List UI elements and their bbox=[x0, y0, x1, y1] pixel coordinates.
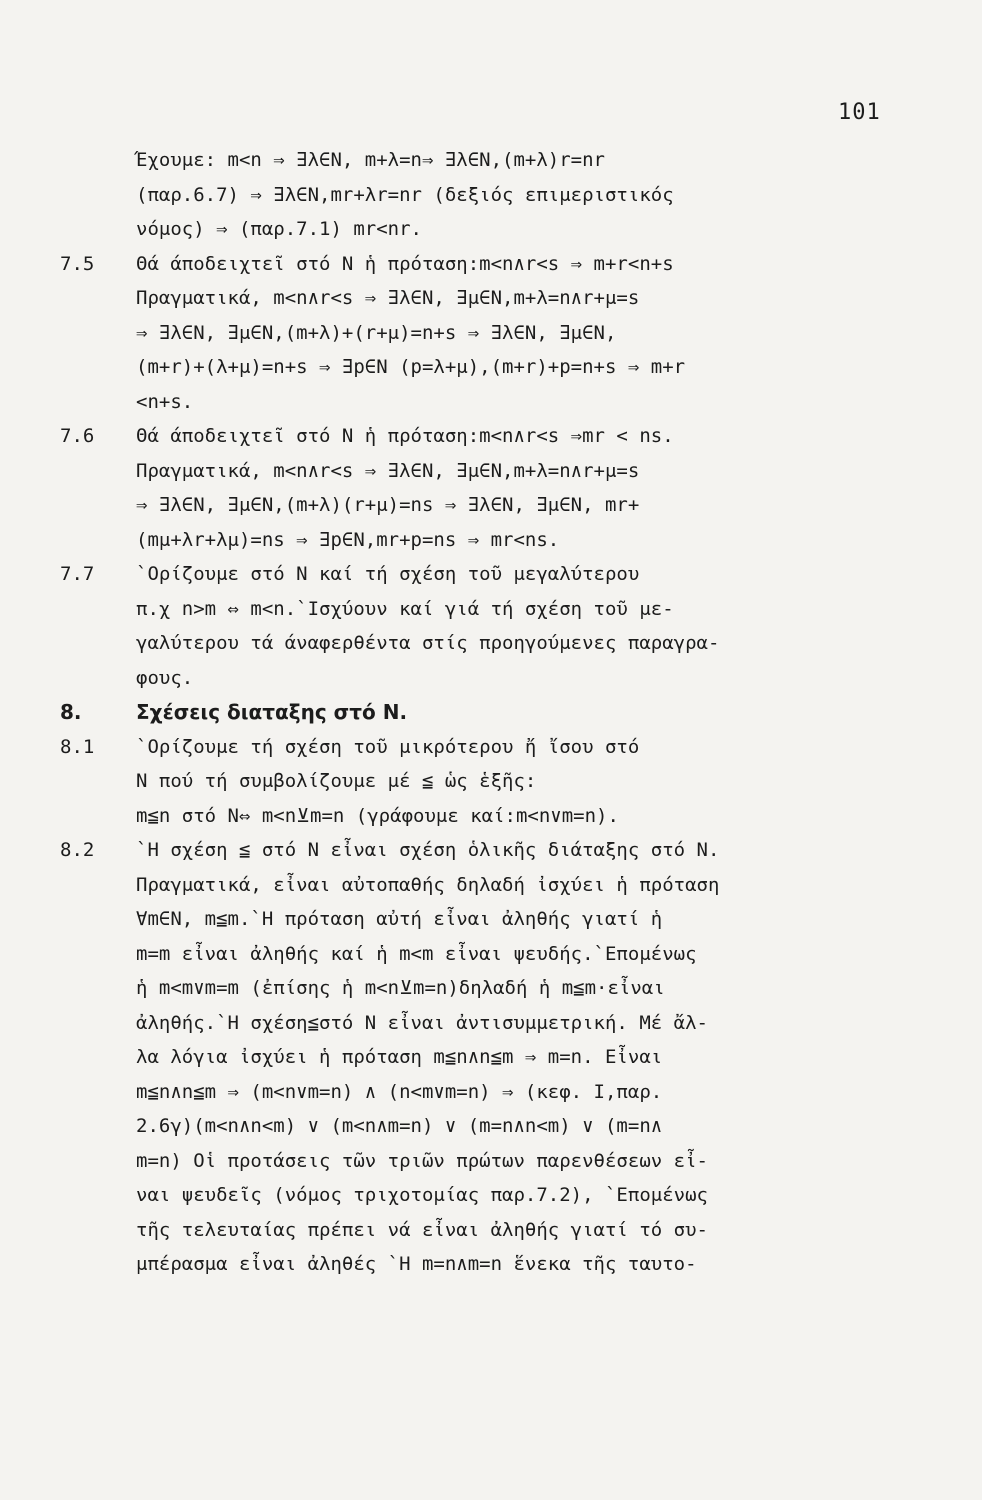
line-text: γαλύτερου τά άναφερθέντα στίς προηγούμενες παραγρα- bbox=[136, 632, 720, 654]
text-line bbox=[60, 1109, 900, 1144]
paragraph-8-1 bbox=[60, 730, 900, 765]
line-text: `Ορίζουμε τή σχέση τοῦ μικρότερου ἤ ἴσου στό bbox=[136, 735, 640, 758]
line-text: m=n) Οἱ προτάσεις τῶν τριῶν πρώτων παρενθέσεων εἶ- bbox=[136, 1149, 708, 1172]
text-line bbox=[60, 281, 900, 316]
line-text: τῆς τελευταίας πρέπει νά εἶναι ἀληθής γιατί τό συ- bbox=[136, 1218, 708, 1241]
text-line bbox=[60, 143, 900, 178]
paragraph-7-5 bbox=[60, 247, 900, 282]
line-text: Έχουμε: m<n ⇒ ∃λ∈N, m+λ=n⇒ ∃λ∈N,(m+λ)r=nr bbox=[136, 149, 605, 171]
line-text: m≦n στό N⇔ m<n⊻m=n (γράφουμε καί:m<n∨m=n). bbox=[136, 804, 619, 827]
line-label: 7.6 bbox=[60, 425, 95, 447]
text-line bbox=[60, 1178, 900, 1213]
line-label: 7.7 bbox=[60, 563, 95, 585]
text-line bbox=[60, 661, 900, 696]
line-text: 2.6γ)(m<n∧n<m) ∨ (m<n∧m=n) ∨ (m=n∧n<m) ∨ (m=n∧ bbox=[136, 1115, 663, 1137]
text-line bbox=[60, 523, 900, 558]
line-text: φους. bbox=[136, 666, 194, 689]
text-line bbox=[60, 385, 900, 420]
line-text: (παρ.6.7) ⇒ ∃λ∈N,mr+λr=nr (δεξιός επιμεριστικός bbox=[136, 183, 674, 206]
text-line bbox=[60, 1213, 900, 1248]
line-text: `Η σχέση ≦ στό N εἶναι σχέση ὁλικῆς διάταξης στό N. bbox=[136, 833, 900, 868]
line-label: 7.5 bbox=[60, 252, 95, 275]
text-line bbox=[60, 937, 900, 972]
line-text: λα λόγια ἰσχύει ἡ πρόταση m≦n∧n≦m ⇒ m=n. Εἶναι bbox=[136, 1046, 663, 1068]
line-text: <n+s. bbox=[136, 390, 194, 413]
line-text: `Ορίζουμε στό N καί τή σχέση τοῦ μεγαλύτερου bbox=[136, 557, 900, 592]
paragraph-7-7 bbox=[60, 557, 900, 592]
section-number: 8. bbox=[60, 700, 82, 724]
line-text: μπέρασμα εἶναι ἀληθές `Η m=n∧m=n ἕνεκα τῆς ταυτο- bbox=[136, 1253, 697, 1275]
line-text: (m+r)+(λ+μ)=n+s ⇒ ∃p∈N (p=λ+μ),(m+r)+p=n+s ⇒ m+r bbox=[136, 356, 686, 378]
text-line bbox=[60, 178, 900, 213]
text-line bbox=[60, 316, 900, 351]
line-text: ἡ m<m∨m=m (ἐπίσης ἡ m<n⊻m=n)δηλαδή ἡ m≦m·εἶναι bbox=[136, 977, 665, 999]
text-line bbox=[60, 1247, 900, 1282]
text-line bbox=[60, 1075, 900, 1110]
text-line bbox=[60, 592, 900, 627]
paragraph-7-6 bbox=[60, 419, 900, 454]
text-line bbox=[60, 1006, 900, 1041]
line-text: N πού τή συμβολίζουμε μέ ≦ ὡς ἑξῆς: bbox=[136, 770, 537, 792]
section-title: Σχέσεις διαταξης στό N. bbox=[136, 700, 408, 724]
line-text: Πραγματικά, εἶναι αὐτοπαθής δηλαδή ἰσχύει ἡ πρόταση bbox=[136, 873, 720, 896]
text-line bbox=[60, 626, 900, 661]
line-text: m≦n∧n≦m ⇒ (m<n∨m=n) ∧ (n<m∨m=n) ⇒ (κεφ. I,παρ. bbox=[136, 1080, 663, 1103]
line-text: ⇒ ∃λ∈N, ∃μ∈N,(m+λ)+(r+μ)=n+s ⇒ ∃λ∈N, ∃μ∈N, bbox=[136, 321, 617, 344]
line-text: Θά άποδειχτεῖ στό N ἡ πρόταση:m<n∧r<s ⇒ m+r<n+s bbox=[136, 252, 674, 275]
text-line bbox=[60, 1144, 900, 1179]
page-body bbox=[60, 143, 900, 1282]
text-line bbox=[60, 454, 900, 489]
line-text: ναι ψευδεῖς (νόμος τριχοτομίας παρ.7.2), `Επομένως bbox=[136, 1184, 708, 1206]
line-text: Θά άποδειχτεῖ στό N ἡ πρόταση:m<n∧r<s ⇒mr < ns. bbox=[136, 425, 674, 447]
line-text: Πραγματικά, m<n∧r<s ⇒ ∃λ∈N, ∃μ∈N,m+λ=n∧r+μ=s bbox=[136, 287, 640, 309]
text-line bbox=[60, 902, 900, 937]
paragraph-8-2 bbox=[60, 833, 900, 868]
line-text: ἀληθής.`Η σχέση≦στό N εἶναι ἀντισυμμετρική. Μέ ἄλ- bbox=[136, 1011, 708, 1034]
text-line bbox=[60, 868, 900, 903]
line-text: ⇒ ∃λ∈N, ∃μ∈N,(m+λ)(r+μ)=ns ⇒ ∃λ∈N, ∃μ∈N, mr+ bbox=[136, 494, 640, 516]
text-line bbox=[60, 971, 900, 1006]
line-label: 8.1 bbox=[60, 735, 95, 758]
text-line bbox=[60, 350, 900, 385]
line-text: νόμος) ⇒ (παρ.7.1) mr<nr. bbox=[136, 218, 422, 240]
section-heading-8 bbox=[60, 695, 900, 730]
line-text: (mμ+λr+λμ)=ns ⇒ ∃p∈N,mr+p=ns ⇒ mr<ns. bbox=[136, 528, 560, 551]
text-line bbox=[60, 1040, 900, 1075]
line-text: π.χ n>m ⇔ m<n.`Ισχύουν καί γιά τή σχέση τοῦ με- bbox=[136, 597, 674, 620]
line-text: ∀m∈N, m≦m.`Η πρόταση αὐτή εἶναι ἀληθής γιατί ἡ bbox=[136, 908, 663, 930]
text-line bbox=[60, 212, 900, 247]
text-line bbox=[60, 799, 900, 834]
text-line bbox=[60, 764, 900, 799]
text-line bbox=[60, 488, 900, 523]
line-text: Πραγματικά, m<n∧r<s ⇒ ∃λ∈N, ∃μ∈N,m+λ=n∧r+μ=s bbox=[136, 459, 640, 482]
page-number: 101 bbox=[838, 100, 881, 125]
line-text: m=m εἶναι ἀληθής καί ἡ m<m εἶναι ψευδής.`Επομένως bbox=[136, 942, 697, 965]
line-label: 8.2 bbox=[60, 839, 95, 861]
